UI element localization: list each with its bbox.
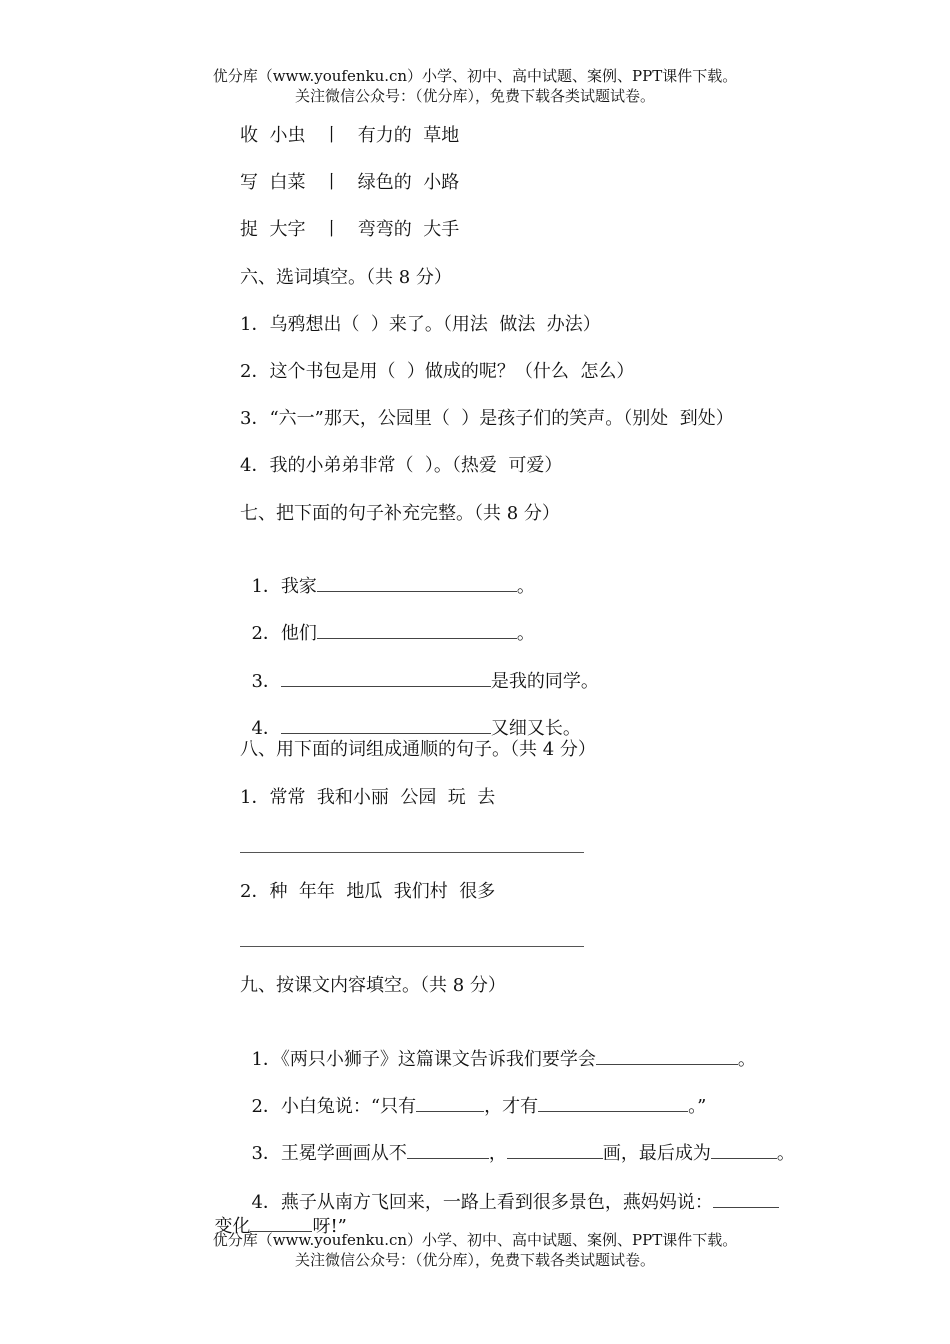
s6-item-3: 3．“六一”那天，公园里（ ）是孩子们的笑声。（别处 到处） <box>240 408 734 429</box>
s6-item-1: 1．乌鸦想出（ ）来了。（用法 做法 办法） <box>240 314 601 335</box>
s8-answer-line-1[interactable] <box>240 852 584 853</box>
s8-question-1: 1．常常 我和小丽 公园 玩 去 <box>240 787 496 808</box>
s7-item-4 <box>240 691 581 741</box>
s7-item-1-suffix: 。 <box>516 576 535 597</box>
s7-item-1 <box>240 549 535 599</box>
match-row-2: 写 白菜 丨 绿色的 小路 <box>240 172 460 193</box>
blank-line[interactable] <box>317 573 517 592</box>
blank-line[interactable] <box>407 1140 489 1159</box>
s7-item-2-prefix: 2．他们 <box>251 623 317 644</box>
blank-line[interactable] <box>713 1189 779 1208</box>
s7-item-1-prefix: 1．我家 <box>251 576 317 597</box>
s7-item-4-suffix: 又细又长。 <box>490 718 581 739</box>
match-row-3: 捉 大字 丨 弯弯的 大手 <box>240 219 460 240</box>
blank-line[interactable] <box>317 620 517 639</box>
s7-item-2-suffix: 。 <box>516 623 535 644</box>
blank-line[interactable] <box>416 1093 484 1112</box>
s8-question-2: 2．种 年年 地瓜 我们村 很多 <box>240 881 496 902</box>
s7-item-3-prefix: 3． <box>251 671 281 692</box>
s9-item-2-text-a: 2．小白兔说：“只有 <box>251 1096 417 1117</box>
s7-item-3-suffix: 是我的同学。 <box>490 671 599 692</box>
s9-item-3-text-c: 画，最后成为 <box>602 1143 711 1164</box>
s9-item-2 <box>240 1069 706 1119</box>
s7-item-2 <box>240 596 535 646</box>
s9-item-3-text-a: 3．王冕学画画从不 <box>251 1143 407 1164</box>
blank-line[interactable] <box>281 668 491 687</box>
blank-line[interactable] <box>538 1093 688 1112</box>
s6-item-4: 4．我的小弟弟非常（ ）。（热爱 可爱） <box>240 455 563 476</box>
page-footer-line1: 优分库（www.youfenku.cn）小学、初中、高中试题、案例、PPT课件下载。 <box>212 1231 738 1249</box>
blank-line[interactable] <box>281 715 491 734</box>
s9-item-3-text-d: 。 <box>776 1143 795 1164</box>
s7-item-4-prefix: 4． <box>251 718 281 739</box>
s6-item-2: 2．这个书包是用（ ）做成的呢？（什么 怎么） <box>240 361 635 382</box>
section-9-title: 九、按课文内容填空。（共 8 分） <box>240 975 506 996</box>
s9-item-1-text: 1．《两只小狮子》这篇课文告诉我们要学会 <box>251 1049 596 1070</box>
section-7-title: 七、把下面的句子补充完整。（共 8 分） <box>240 503 560 524</box>
s9-item-4-text-c: 呀!” <box>312 1216 347 1237</box>
s9-item-4-text-b: 变化 <box>214 1216 251 1237</box>
page-header-line1: 优分库（www.youfenku.cn）小学、初中、高中试题、案例、PPT课件下载。 <box>212 67 738 85</box>
s8-answer-line-2[interactable] <box>240 946 584 947</box>
s9-item-4-text-a: 4．燕子从南方飞回来，一路上看到很多景色，燕妈妈说： <box>251 1192 713 1213</box>
s9-item-2-text-b: ，才有 <box>484 1096 539 1117</box>
blank-line[interactable] <box>507 1140 603 1159</box>
section-6-title: 六、选词填空。（共 8 分） <box>240 267 452 288</box>
s9-item-3 <box>240 1116 795 1166</box>
s9-item-2-text-c: 。” <box>688 1096 707 1117</box>
s7-item-3 <box>240 644 599 694</box>
blank-line[interactable] <box>711 1140 777 1159</box>
blank-line[interactable] <box>596 1046 738 1065</box>
s9-item-1 <box>240 1022 756 1072</box>
page-footer-line2: 关注微信公众号：（优分库），免费下载各类试题试卷。 <box>294 1251 655 1269</box>
section-8-title: 八、用下面的词组成通顺的句子。（共 4 分） <box>240 739 596 760</box>
page-header-line2: 关注微信公众号：（优分库），免费下载各类试题试卷。 <box>294 87 655 105</box>
match-row-1: 收 小虫 丨 有力的 草地 <box>240 125 460 146</box>
s9-item-1-suffix: 。 <box>737 1049 756 1070</box>
s9-item-3-text-b: ， <box>488 1143 507 1164</box>
